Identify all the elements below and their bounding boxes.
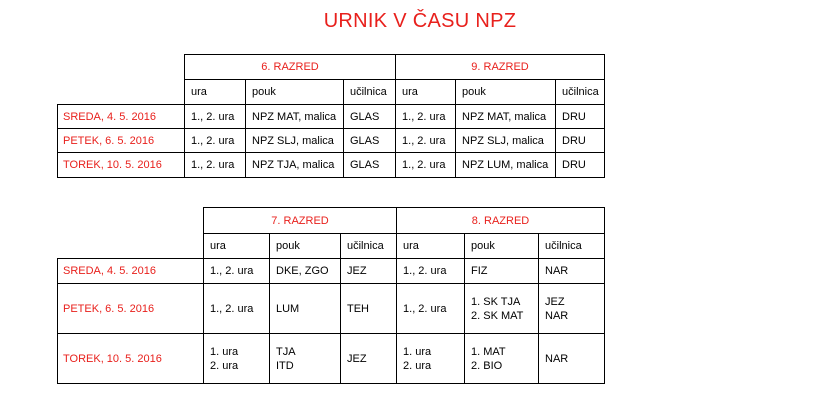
table-row xyxy=(58,334,605,384)
table-cell xyxy=(465,284,539,334)
cell-line: NAR xyxy=(545,309,569,322)
table-cell xyxy=(341,334,397,384)
column-header: ura xyxy=(396,80,456,105)
cell-line: 1., 2. ura xyxy=(210,265,254,277)
table-cell xyxy=(204,259,270,284)
corner-cell xyxy=(58,208,204,234)
table-row xyxy=(58,259,605,284)
corner-cell xyxy=(58,80,185,105)
grade-header-8: 8. RAZRED xyxy=(397,208,605,234)
column-header: učilnica xyxy=(539,234,605,259)
table-cell: 1., 2. ura xyxy=(185,129,246,153)
table-cell: 1., 2. ura xyxy=(185,105,246,129)
cell-line: DKE, ZGO xyxy=(276,265,329,277)
schedule-table-grades-6-9 xyxy=(57,54,605,178)
table-cell xyxy=(204,284,270,334)
day-cell: TOREK, 10. 5. 2016 xyxy=(58,334,204,384)
cell-line: JEZ xyxy=(347,352,367,365)
day-cell: TOREK, 10. 5. 2016 xyxy=(58,153,185,178)
cell-line: 2. BIO xyxy=(471,359,503,372)
table-cell xyxy=(341,259,397,284)
cell-line: NAR xyxy=(545,265,569,277)
grade-header-7: 7. RAZRED xyxy=(204,208,397,234)
table-cell: NPZ MAT, malica xyxy=(246,105,344,129)
table-cell xyxy=(397,334,465,384)
table-cell xyxy=(465,259,539,284)
table-cell: NPZ SLJ, malica xyxy=(456,129,556,153)
table-row xyxy=(58,153,605,178)
day-cell: PETEK, 6. 5. 2016 xyxy=(58,284,204,334)
table-cell: NPZ TJA, malica xyxy=(246,153,344,178)
table-cell xyxy=(539,284,605,334)
column-header: ura xyxy=(397,234,465,259)
cell-line: JEZ xyxy=(347,265,367,277)
table-row xyxy=(58,129,605,153)
day-cell: SREDA, 4. 5. 2016 xyxy=(58,259,204,284)
cell-line: 1., 2. ura xyxy=(403,265,447,277)
table-cell: DRU xyxy=(556,129,605,153)
table-cell: DRU xyxy=(556,153,605,178)
cell-line: ITD xyxy=(276,359,294,372)
table-cell xyxy=(397,284,465,334)
table-cell xyxy=(539,259,605,284)
table-cell: 1., 2. ura xyxy=(185,153,246,178)
cell-line: 1., 2. ura xyxy=(403,302,447,315)
table-cell: GLAS xyxy=(344,129,396,153)
column-header: pouk xyxy=(456,80,556,105)
column-header: učilnica xyxy=(344,80,396,105)
cell-line: 1., 2. ura xyxy=(210,302,254,315)
table-cell: GLAS xyxy=(344,105,396,129)
table-cell: NPZ SLJ, malica xyxy=(246,129,344,153)
table-cell xyxy=(270,334,341,384)
table-cell: 1., 2. ura xyxy=(396,129,456,153)
cell-line: 2. ura xyxy=(210,359,239,372)
table-cell xyxy=(204,334,270,384)
table-cell xyxy=(341,284,397,334)
cell-line: FIZ xyxy=(471,265,488,277)
cell-line: LUM xyxy=(276,302,300,315)
cell-line: TJA xyxy=(276,345,296,358)
column-header: pouk xyxy=(246,80,344,105)
cell-line: TEH xyxy=(347,302,369,315)
cell-line: 2. ura xyxy=(403,359,432,372)
table-cell: NPZ MAT, malica xyxy=(456,105,556,129)
grade-header-6: 6. RAZRED xyxy=(185,55,396,80)
cell-line: NAR xyxy=(545,352,569,365)
table-cell xyxy=(270,259,341,284)
cell-line: 1. SK TJA xyxy=(471,295,521,308)
page-title: URNIK V ČASU NPZ xyxy=(323,10,517,32)
day-cell: SREDA, 4. 5. 2016 xyxy=(58,105,185,129)
grade-header-9: 9. RAZRED xyxy=(396,55,605,80)
table-cell: DRU xyxy=(556,105,605,129)
table-cell: 1., 2. ura xyxy=(396,105,456,129)
cell-line: 1. ura xyxy=(210,345,239,358)
column-header: pouk xyxy=(465,234,539,259)
cell-line: 1. MAT xyxy=(471,345,506,358)
table-cell xyxy=(539,334,605,384)
column-header: pouk xyxy=(270,234,341,259)
cell-line: 1. ura xyxy=(403,345,432,358)
column-header: ura xyxy=(204,234,270,259)
table-row xyxy=(58,105,605,129)
table-cell xyxy=(465,334,539,384)
day-cell: PETEK, 6. 5. 2016 xyxy=(58,129,185,153)
table-cell: 1., 2. ura xyxy=(396,153,456,178)
cell-line: 2. SK MAT xyxy=(471,309,524,322)
table-cell xyxy=(397,259,465,284)
cell-line: JEZ xyxy=(545,295,565,308)
column-header: ura xyxy=(185,80,246,105)
corner-cell xyxy=(58,55,185,80)
column-header: učilnica xyxy=(556,80,605,105)
table-row xyxy=(58,284,605,334)
corner-cell xyxy=(58,234,204,259)
table-cell: NPZ LUM, malica xyxy=(456,153,556,178)
table-cell xyxy=(270,284,341,334)
schedule-table-grades-7-8 xyxy=(57,207,605,384)
column-header: učilnica xyxy=(341,234,397,259)
table-cell: GLAS xyxy=(344,153,396,178)
